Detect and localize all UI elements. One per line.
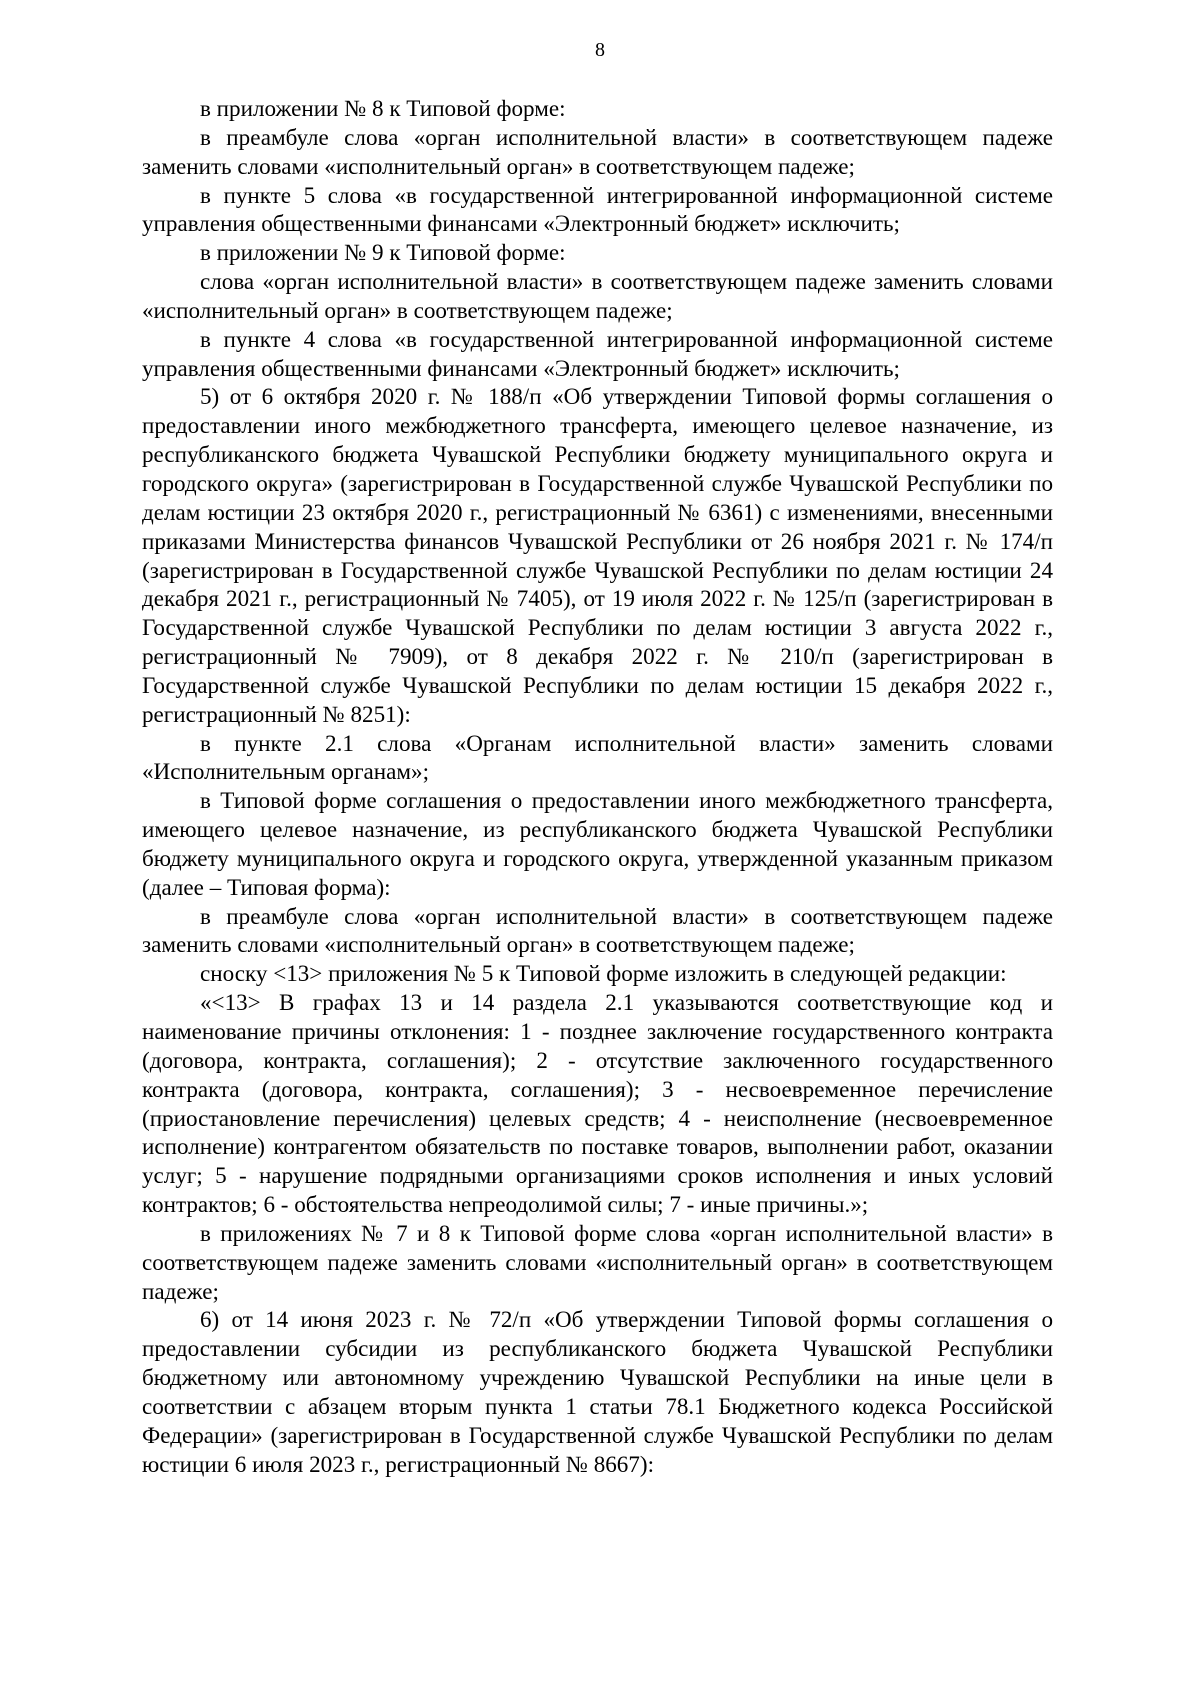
paragraph-2: в преамбуле слова «орган исполнительной власти» в соответствующем падеже заменить словами «исполнительный орган» в соответствующем падеже; <box>142 123 1053 179</box>
paragraph-14: 6) от 14 июня 2023 г. № 72/п «Об утверждении Типовой формы соглашения о предоставлении субсидии из республиканского бюджета Чувашской Республики бюджетному или автономному учреждению Чувашской Республики на иные цели в соответствии с абзацем вторым пункта 1 статьи 78.1 Бюджетного кодекса Российской Федерации» (зарегистрирован в Государственной службе Чувашской Республики по делам юстиции 6 июля 2023 г., регистрационный № 8667): <box>142 1306 1053 1477</box>
bottom-spacer <box>142 1479 1053 1519</box>
paragraph-12: «<13> В графах 13 и 14 раздела 2.1 указываются соответствующие код и наименование причины отклонения: 1 - позднее заключение государственного контракта (договора, контракта, соглашения); 2 - отсутствие заключенного государственного контракта (договора, контракта, соглашения); 3 - несвоевременное перечисление (приостановление перечисления) целевых средств; 4 - неисполнение (несвоевременное исполнение) контрагентом обязательств по поставке товаров, выполнении работ, оказании услуг; 5 - нарушение подрядными организациями сроков исполнения и иных условий контрактов; 6 - обстоятельства непреодолимой силы; 7 - иные причины.»; <box>142 989 1053 1218</box>
paragraph-8: в пункте 2.1 слова «Органам исполнительной власти» заменить словами «Исполнительным органам»; <box>142 729 1053 785</box>
paragraph-3: в пункте 5 слова «в государственной интегрированной информационной системе управления общественными финансами «Электронный бюджет» исключить; <box>142 181 1053 237</box>
paragraph-5: слова «орган исполнительной власти» в соответствующем падеже заменить словами «исполнительный орган» в соответствующем падеже; <box>142 268 1053 323</box>
document-body <box>142 94 1053 1519</box>
paragraph-6: в пункте 4 слова «в государственной интегрированной информационной системе управления общественными финансами «Электронный бюджет» исключить; <box>142 325 1053 381</box>
paragraph-7: 5) от 6 октября 2020 г. № 188/п «Об утверждении Типовой формы соглашения о предоставлении иного межбюджетного трансферта, имеющего целевое назначение, из республиканского бюджета Чувашской Республики бюджету муниципального округа и городского округа» (зарегистрирован в Государственной службе Чувашской Республики по делам юстиции 23 октября 2020 г., регистрационный № 6361) с изменениями, внесенными приказами Министерства финансов Чувашской Республики от 26 ноября 2021 г. № 174/п (зарегистрирован в Государственной службе Чувашской Республики по делам юстиции 24 декабря 2021 г., регистрационный № 7405), от 19 июля 2022 г. № 125/п (зарегистрирован в Государственной службе Чувашской Республики по делам юстиции 3 августа 2022 г., регистрационный № 7909), от 8 декабря 2022 г. № 210/п (зарегистрирован в Государственной службе Чувашской Республики по делам юстиции 15 декабря 2022 г., регистрационный № 8251): <box>142 383 1053 727</box>
paragraph-4: в приложении № 9 к Типовой форме: <box>200 239 566 266</box>
page-number: 8 <box>595 39 605 61</box>
paragraph-13: в приложениях № 7 и 8 к Типовой форме слова «орган исполнительной власти» в соответствующем падеже заменить словами «исполнительный орган» в соответствующем падеже; <box>142 1219 1053 1304</box>
paragraph-9: в Типовой форме соглашения о предоставлении иного межбюджетного трансферта, имеющего целевое назначение, из республиканского бюджета Чувашской Республики бюджету муниципального округа и городского округа, утвержденной указанным приказом (далее – Типовая форма): <box>142 787 1053 900</box>
paragraph-1: в приложении № 8 к Типовой форме: <box>200 95 566 121</box>
paragraph-11: сноску <13> приложения № 5 к Типовой форме изложить в следующей редакции: <box>200 960 1007 987</box>
paragraph-10: в преамбуле слова «орган исполнительной власти» в соответствующем падеже заменить словами «исполнительный орган» в соответствующем падеже; <box>142 902 1053 958</box>
